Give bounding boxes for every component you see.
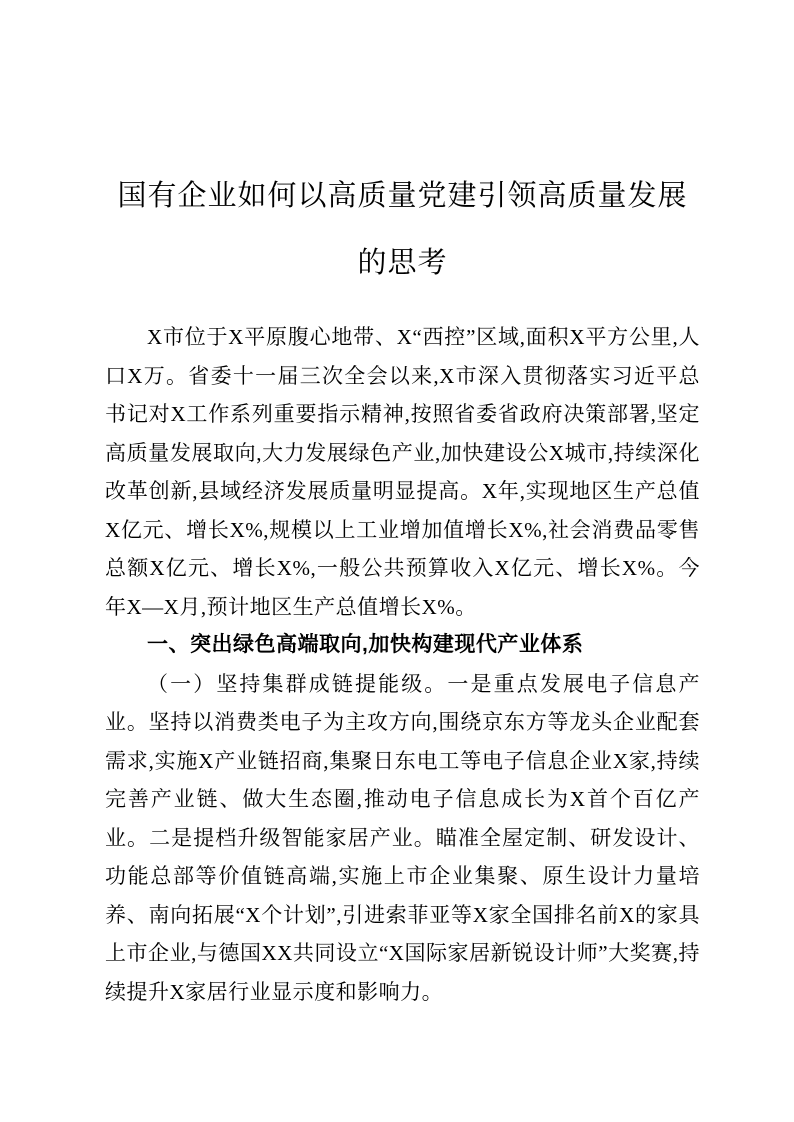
section1-paragraph-1: （一）坚持集群成链提能级。一是重点发展电子信息产业。坚持以消费类电子为主攻方向,围绕京东方等龙头企业配套需求,实施X产业链招商,集聚日东电工等电子信息企业X家,持续完善产业链、做大生态圈,推动电子信息成长为X首个百亿产业。二是提档升级智能家居产业。瞄准全屋定制、研发设计、功能总部等价值链高端,实施上市企业集聚、原生设计力量培养、南向拓展“X个计划”,引进索菲亚等X家全国排名前X的家具上市企业,与德国XX共同设立“X国际家居新锐设计师”大奖赛,持续提升X家居行业显示度和影响力。 [105, 671, 700, 1004]
intro-paragraph: X市位于X平原腹心地带、X“西控”区域,面积X平方公里,人口X万。省委十一届三次全会以来,X市深入贯彻落实习近平总书记对X工作系列重要指示精神,按照省委省政府决策部署,坚定高质量发展取向,大力发展绿色产业,加快建设公X城市,持续深化改革创新,县域经济发展质量明显提高。X年,实现地区生产总值X亿元、增长X%,规模以上工业增加值增长X%,社会消费品零售总额X亿元、增长X%,一般公共预算收入X亿元、增长X%。今年X—X月,预计地区生产总值增长X%。 [105, 325, 700, 619]
document-title [105, 163, 700, 297]
document-title-text: 国有企业如何以高质量党建引领高质量发展的思考 [117, 180, 688, 279]
section-heading-1: 一、突出绿色高端取向,加快构建现代产业体系 [147, 633, 584, 656]
